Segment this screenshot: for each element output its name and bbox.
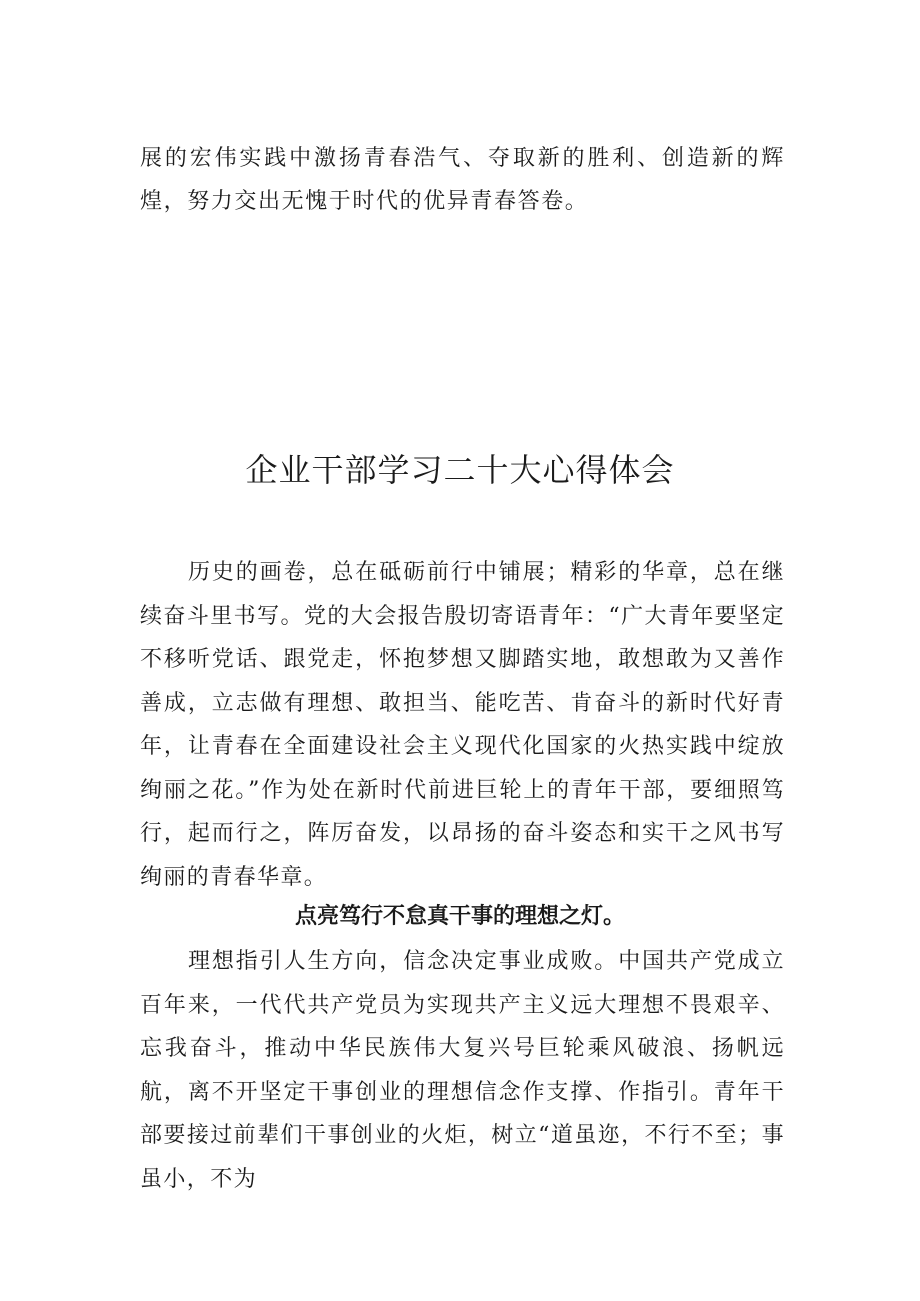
section-heading: 点亮笃行不怠真干事的理想之灯。 bbox=[294, 904, 625, 929]
previous-page-tail-text: 展的宏伟实践中激扬青春浩气、夺取新的胜利、创造新的辉煌，努力交出无愧于时代的优异青春答卷。 bbox=[140, 146, 785, 214]
document-title: 企业干部学习二十大心得体会 bbox=[245, 451, 675, 489]
body-paragraph-2: 理想指引人生方向，信念决定事业成败。中国共产党成立百年来，一代代共产党员为实现共产主义远大理想不畏艰辛、忘我奋斗，推动中华民族伟大复兴号巨轮乘风破浪、扬帆远航，离不开坚定干事创业的理想信念作支撑、作指引。青年干部要接过前辈们干事创业的火炬，树立“道虽迩，不行不至；事虽小，不为 bbox=[140, 949, 785, 1192]
body-paragraph-1: 历史的画卷，总在砥砺前行中铺展；精彩的华章，总在继续奋斗里书写。党的大会报告殷切寄语青年：“广大青年要坚定不移听党话、跟党走，怀抱梦想又脚踏实地，敢想敢为又善作善成，立志做有理想、敢担当、能吃苦、肯奋斗的新时代好青年，让青春在全面建设社会主义现代化国家的火热实践中绽放绚丽之花。”作为处在新时代前进巨轮上的青年干部，要细照笃行，起而行之，阵厉奋发，以昂扬的奋斗姿态和实干之风书写绚丽的青春华章。 bbox=[140, 560, 785, 890]
